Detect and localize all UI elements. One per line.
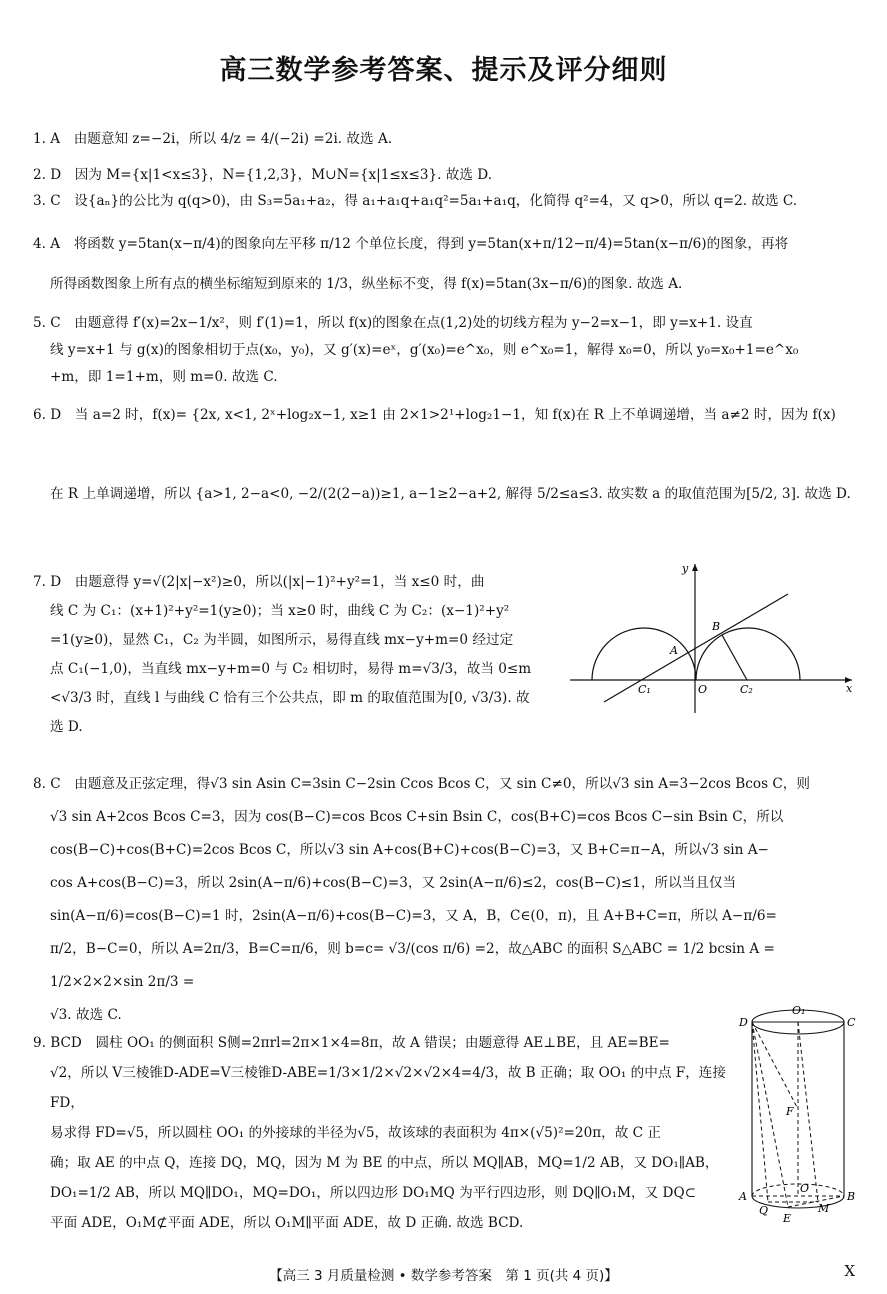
answer-number: 1. A [33,131,61,147]
answer-number: 2. D [33,167,62,183]
answer-line: 平面 ADE，O₁M⊄平面 ADE，所以 O₁M∥平面 ADE，故 D 正确. 故选 BCD. [50,1215,524,1231]
label-A: A [670,644,678,657]
cylinder-figure [738,1000,860,1228]
answer-number: 7. D [33,574,62,590]
radius-segment [722,635,747,680]
answer-line: DO₁=1/2 AB，所以 MQ∥DO₁，MQ=DO₁，所以四边形 DO₁MQ 为平行四边形，则 DQ∥O₁M，又 DQ⊂ [50,1185,696,1201]
answer-line: 由题意知 z=−2i，所以 4/z = 4/(−2i) =2i. 故选 A. [73,131,393,147]
label-x: x [846,682,853,695]
label-Q: Q [759,1204,769,1217]
answer-line: 设{aₙ}的公比为 q(q>0)，由 S₃=5a₁+a₂，得 a₁+a₁q+a₁q²=5a₁+a₁q，化简得 q²=4，又 q>0，所以 q=2. 故选 C. [74,193,798,209]
answer-item-1 [33,128,863,151]
footer-mark: X [844,1262,855,1280]
tangent-line [604,594,788,702]
answer-line: 线 C 为 C₁：(x+1)²+y²=1(y≥0)；当 x≥0 时，曲线 C 为 C₂：(x−1)²+y² [50,603,510,619]
label-C1: C₁ [638,683,651,696]
label-F: F [786,1105,794,1118]
segment-de [752,1022,788,1207]
answer-number: 4. A [33,236,61,252]
answer-item-9 [33,1028,733,1238]
page-footer: 【高三 3 月质量检测 • 数学参考答案 第 1 页(共 4 页)】 [269,1268,618,1284]
segment-df [752,1022,798,1109]
answer-line: 圆柱 OO₁ 的侧面积 S侧=2πrl=2π×1×4=8π，故 A 错误；由题意得 AE⊥BE，且 AE=BE= [95,1035,670,1051]
semicircle-c1 [592,628,696,680]
answer-item-3 [33,190,863,213]
answer-number: 9. BCD [33,1035,82,1051]
semicircle-tangent-figure [570,558,860,718]
answer-line: <√3/3 时，直线 l 与曲线 C 恰有三个公共点，即 m 的取值范围为[0, √3/3). 故 [50,690,530,706]
label-O1: O₁ [792,1004,806,1017]
answer-item-6 [33,404,863,506]
label-O: O [698,683,708,696]
answer-line: 因为 M={x|1<x≤3}，N={1,2,3}，M∪N={x|1≤x≤3}. 故选 D. [74,167,493,183]
page-title: 高三数学参考答案、提示及评分细则 [219,55,668,86]
answer-line: 选 D. [50,719,83,735]
label-E: E [783,1212,792,1225]
label-M: M [818,1202,830,1215]
answer-line: 由题意及正弦定理，得√3 sin Asin C=3sin C−2sin Ccos Bcos C，又 sin C≠0，所以√3 sin A=3−2cos Bcos C，则 [74,776,810,792]
answer-item-5 [33,310,863,391]
answer-item-8 [33,768,863,1032]
label-y: y [682,562,689,575]
label-C2: C₂ [740,683,753,696]
answer-line: cos(B−C)+cos(B+C)=2cos Bcos C，所以√3 sin A+cos(B+C)+cos(B−C)=3，又 B+C=π−A，所以√3 sin A− [50,842,769,858]
label-A: A [739,1190,747,1203]
answer-number: 5. C [33,315,61,331]
label-B: B [847,1190,856,1203]
answer-number: 6. D [33,407,62,423]
answer-line: 由题意得 f′(x)=2x−1/x²，则 f′(1)=1，所以 f(x)的图象在点(1,2)处的切线方程为 y−2=x−1，即 y=x+1. 设直 [74,315,753,331]
answer-line: √2，所以 V三棱锥D-ADE=V三棱锥D-ABE=1/3×1/2×√2×√2×4=4/3，故 B 正确；取 OO₁ 的中点 F，连接 FD， [50,1065,726,1111]
answer-line: √3 sin A+2cos Bcos C=3，因为 cos(B−C)=cos Bcos C+sin Bsin C，cos(B+C)=cos Bcos C−sin Bsin C，所以 [50,809,784,825]
answer-line: 点 C₁(−1,0)，当直线 mx−y+m=0 与 C₂ 相切时，易得 m=√3/3，故当 0≤m [50,661,532,677]
label-B: B [712,620,721,633]
y-axis-arrow [692,564,698,571]
segment-dq [752,1022,768,1202]
answer-line: sin(A−π/6)=cos(B−C)=1 时，2sin(A−π/6)+cos(B−C)=3，又 A，B，C∈(0，π)，且 A+B+C=π，所以 A−π/6= [50,908,777,924]
label-D: D [739,1016,748,1029]
answer-line: π/2，B−C=0，所以 A=2π/3，B=C=π/6，则 b=c= √3/(cos π/6) =2，故△ABC 的面积 S△ABC = 1/2 bcsin A = 1/2×2×2×sin 2π/3 = [50,941,775,990]
label-O: O [800,1182,810,1195]
answer-item-7 [33,568,573,742]
answer-line: 易求得 FD=√5，所以圆柱 OO₁ 的外接球的半径为√5，故该球的表面积为 4π×(√5)²=20π，故 C 正 [50,1125,661,1141]
answer-line: 当 a=2 时，f(x)= {2x, x<1, 2ˣ+log₂x−1, x≥1 由 2×1>2¹+log₂1−1，知 f(x)在 R 上不单调递增，当 a≠2 时，因为 f(x) [74,407,836,423]
answer-line: 将函数 y=5tan(x−π/4)的图象向左平移 π/12 个单位长度，得到 y=5tan(x+π/12−π/4)=5tan(x−π/6)的图象，再将 [73,236,789,252]
answer-number: 3. C [33,193,61,209]
semicircle-c2 [696,628,800,680]
answer-line: √3. 故选 C. [50,1007,122,1023]
label-C: C [847,1016,856,1029]
answer-line: +m，即 1=1+m，则 m=0. 故选 C. [50,369,278,385]
answer-line: 线 y=x+1 与 g(x)的图象相切于点(x₀，y₀)，又 g′(x)=eˣ，g′(x₀)=e^x₀，则 e^x₀=1，解得 x₀=0，所以 y₀=x₀+1=e^x₀ [50,342,799,358]
answer-line: 在 R 上单调递增，所以 {a>1, 2−a<0, −2/(2(2−a))≥1, a−1≥2−a+2, 解得 5/2≤a≤3. 故实数 a 的取值范围为[5/2, 3]. 故选 D. [50,486,851,502]
segment-o1m [798,1022,818,1202]
answer-line: 确；取 AE 的中点 Q，连接 DQ，MQ，因为 M 为 BE 的中点，所以 MQ∥AB，MQ=1/2 AB，又 DO₁∥AB， [50,1155,719,1171]
answer-item-4 [33,224,863,304]
answer-line: cos A+cos(B−C)=3，所以 2sin(A−π/6)+cos(B−C)=3，又 2sin(A−π/6)≤2，cos(B−C)≤1，所以当且仅当 [50,875,737,891]
answer-number: 8. C [33,776,61,792]
answer-line: 所得函数图象上所有点的横坐标缩短到原来的 1/3，纵坐标不变，得 f(x)=5tan(3x−π/6)的图象. 故选 A. [50,276,683,292]
answer-line: 由题意得 y=√(2|x|−x²)≥0，所以(|x|−1)²+y²=1，当 x≤0 时，曲 [74,574,485,590]
answer-item-2 [33,164,863,187]
answer-line: =1(y≥0)，显然 C₁，C₂ 为半圆，如图所示，易得直线 mx−y+m=0 经过定 [50,632,514,648]
